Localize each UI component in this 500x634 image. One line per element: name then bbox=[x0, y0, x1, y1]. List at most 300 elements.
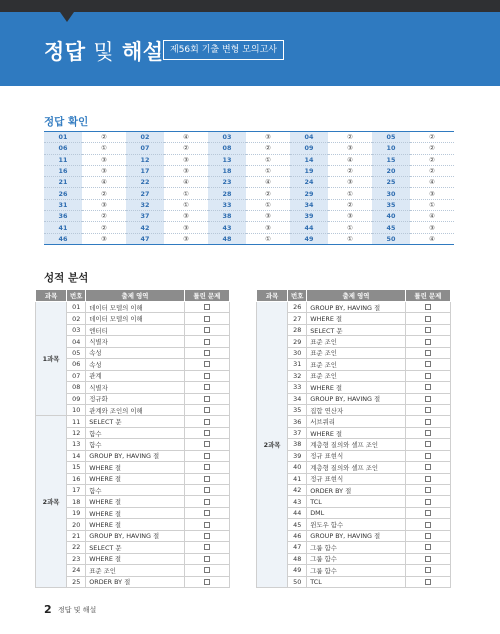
answer-choice: ④ bbox=[246, 177, 290, 188]
wrong-answer-cell bbox=[405, 473, 450, 484]
wrong-answer-checkbox[interactable] bbox=[425, 567, 431, 573]
question-number: 28 bbox=[288, 324, 307, 335]
question-number: 21 bbox=[67, 530, 86, 541]
wrong-answer-cell bbox=[184, 496, 229, 507]
tab-notch bbox=[0, 12, 500, 22]
title-rest: 해설 bbox=[122, 40, 164, 64]
topic-area: GROUP BY, HAVING 절 bbox=[307, 530, 406, 541]
wrong-answer-checkbox[interactable] bbox=[425, 510, 431, 516]
wrong-answer-checkbox[interactable] bbox=[425, 384, 431, 390]
analysis-section-title: 성적 분석 bbox=[44, 272, 89, 284]
question-number: 05 bbox=[372, 132, 410, 143]
question-number: 50 bbox=[372, 233, 410, 244]
answer-choice: ② bbox=[410, 143, 454, 154]
wrong-answer-checkbox[interactable] bbox=[204, 522, 210, 528]
answer-row bbox=[44, 143, 454, 154]
question-number: 39 bbox=[288, 450, 307, 461]
subject-cell: 2과목 bbox=[257, 302, 288, 588]
wrong-answer-cell bbox=[184, 313, 229, 324]
wrong-answer-cell bbox=[184, 302, 229, 313]
question-number: 36 bbox=[44, 211, 82, 222]
topic-area: 속성 bbox=[86, 359, 185, 370]
wrong-answer-cell bbox=[184, 427, 229, 438]
wrong-answer-cell bbox=[405, 313, 450, 324]
wrong-answer-checkbox[interactable] bbox=[425, 373, 431, 379]
question-number: 12 bbox=[126, 154, 164, 165]
question-number: 29 bbox=[290, 188, 328, 199]
question-number: 38 bbox=[288, 439, 307, 450]
question-number: 22 bbox=[67, 542, 86, 553]
question-number: 18 bbox=[208, 165, 246, 176]
topic-area: 관계 bbox=[86, 370, 185, 381]
question-number: 16 bbox=[67, 473, 86, 484]
topic-area: 계층형 질의와 셀프 조인 bbox=[307, 439, 406, 450]
topic-area: 관계와 조인의 이해 bbox=[86, 404, 185, 415]
topic-area: DML bbox=[307, 507, 406, 518]
wrong-answer-checkbox[interactable] bbox=[425, 522, 431, 528]
wrong-answer-checkbox[interactable] bbox=[425, 441, 431, 447]
wrong-answer-checkbox[interactable] bbox=[204, 567, 210, 573]
wrong-answer-checkbox[interactable] bbox=[204, 361, 210, 367]
wrong-answer-cell bbox=[184, 553, 229, 564]
topic-area: GROUP BY, HAVING 절 bbox=[86, 450, 185, 461]
wrong-answer-checkbox[interactable] bbox=[425, 487, 431, 493]
header-wrong: 틀린 문제 bbox=[405, 290, 450, 302]
topic-area: 엔터티 bbox=[86, 324, 185, 335]
answer-choice: ③ bbox=[82, 165, 126, 176]
question-number: 48 bbox=[288, 553, 307, 564]
question-number: 06 bbox=[67, 359, 86, 370]
top-bar bbox=[0, 0, 500, 12]
topic-area: 표준 조인 bbox=[307, 359, 406, 370]
wrong-answer-cell bbox=[184, 473, 229, 484]
wrong-answer-cell bbox=[405, 485, 450, 496]
question-number: 29 bbox=[288, 336, 307, 347]
question-number: 06 bbox=[44, 143, 82, 154]
answer-choice: ① bbox=[246, 154, 290, 165]
answer-row bbox=[44, 211, 454, 222]
question-number: 25 bbox=[67, 576, 86, 587]
wrong-answer-checkbox[interactable] bbox=[204, 544, 210, 550]
answer-choice: ① bbox=[328, 222, 372, 233]
question-number: 35 bbox=[372, 199, 410, 210]
wrong-answer-checkbox[interactable] bbox=[204, 499, 210, 505]
header-area: 출제 영역 bbox=[307, 290, 406, 302]
exam-subtitle: 제56회 기출 변형 모의고사 bbox=[163, 40, 284, 60]
wrong-answer-checkbox[interactable] bbox=[204, 350, 210, 356]
wrong-answer-cell bbox=[184, 336, 229, 347]
wrong-answer-checkbox[interactable] bbox=[425, 579, 431, 585]
question-number: 14 bbox=[290, 154, 328, 165]
question-number: 44 bbox=[290, 222, 328, 233]
answer-choice: ④ bbox=[328, 154, 372, 165]
answer-choice: ② bbox=[82, 211, 126, 222]
topic-area: WHERE 절 bbox=[307, 313, 406, 324]
wrong-answer-checkbox[interactable] bbox=[204, 384, 210, 390]
topic-area: 정규화 bbox=[86, 393, 185, 404]
topic-area: 표준 조인 bbox=[307, 370, 406, 381]
analysis-row bbox=[36, 416, 230, 427]
page-number: 2 bbox=[44, 603, 52, 616]
question-number: 15 bbox=[372, 154, 410, 165]
answer-choice: ② bbox=[410, 132, 454, 143]
wrong-answer-cell bbox=[405, 565, 450, 576]
topic-area: 그룹 함수 bbox=[307, 542, 406, 553]
question-number: 20 bbox=[67, 519, 86, 530]
question-number: 04 bbox=[67, 336, 86, 347]
wrong-answer-cell bbox=[184, 507, 229, 518]
answer-choice: ② bbox=[328, 132, 372, 143]
answer-choice: ② bbox=[164, 143, 208, 154]
wrong-answer-cell bbox=[405, 324, 450, 335]
wrong-answer-cell bbox=[184, 359, 229, 370]
question-number: 47 bbox=[126, 233, 164, 244]
analysis-row bbox=[36, 302, 230, 313]
answer-row bbox=[44, 222, 454, 233]
question-number: 09 bbox=[290, 143, 328, 154]
question-number: 15 bbox=[67, 462, 86, 473]
answer-row bbox=[44, 177, 454, 188]
wrong-answer-checkbox[interactable] bbox=[425, 316, 431, 322]
wrong-answer-cell bbox=[184, 404, 229, 415]
wrong-answer-cell bbox=[184, 370, 229, 381]
question-number: 09 bbox=[67, 393, 86, 404]
wrong-answer-cell bbox=[184, 519, 229, 530]
question-number: 02 bbox=[67, 313, 86, 324]
question-number: 46 bbox=[288, 530, 307, 541]
wrong-answer-checkbox[interactable] bbox=[425, 544, 431, 550]
question-number: 49 bbox=[288, 565, 307, 576]
answer-choice: ② bbox=[82, 222, 126, 233]
topic-area: 함수 bbox=[86, 439, 185, 450]
wrong-answer-cell bbox=[184, 382, 229, 393]
question-number: 04 bbox=[290, 132, 328, 143]
question-number: 34 bbox=[288, 393, 307, 404]
question-number: 02 bbox=[126, 132, 164, 143]
answer-choice: ② bbox=[328, 199, 372, 210]
wrong-answer-checkbox[interactable] bbox=[425, 464, 431, 470]
wrong-answer-checkbox[interactable] bbox=[204, 339, 210, 345]
topic-area: GROUP BY, HAVING 절 bbox=[86, 530, 185, 541]
wrong-answer-cell bbox=[405, 439, 450, 450]
topic-area: 식별자 bbox=[86, 382, 185, 393]
wrong-answer-cell bbox=[405, 542, 450, 553]
wrong-answer-cell bbox=[405, 416, 450, 427]
question-number: 47 bbox=[288, 542, 307, 553]
wrong-answer-cell bbox=[184, 462, 229, 473]
question-number: 34 bbox=[290, 199, 328, 210]
header-subject: 과목 bbox=[36, 290, 67, 302]
topic-area: 표준 조인 bbox=[307, 347, 406, 358]
wrong-answer-cell bbox=[184, 542, 229, 553]
wrong-answer-checkbox[interactable] bbox=[204, 579, 210, 585]
topic-area: ORDER BY 절 bbox=[86, 576, 185, 587]
question-number: 35 bbox=[288, 404, 307, 415]
question-number: 27 bbox=[126, 188, 164, 199]
topic-area: SELECT 문 bbox=[86, 416, 185, 427]
wrong-answer-checkbox[interactable] bbox=[425, 430, 431, 436]
question-number: 21 bbox=[44, 177, 82, 188]
topic-area: 정규 표현식 bbox=[307, 450, 406, 461]
topic-area: WHERE 절 bbox=[86, 462, 185, 473]
answer-choice: ③ bbox=[410, 222, 454, 233]
wrong-answer-cell bbox=[405, 450, 450, 461]
answer-choice: ① bbox=[246, 233, 290, 244]
wrong-answer-checkbox[interactable] bbox=[425, 396, 431, 402]
wrong-answer-checkbox[interactable] bbox=[204, 373, 210, 379]
answer-choice: ③ bbox=[164, 211, 208, 222]
topic-area: 그룹 함수 bbox=[307, 553, 406, 564]
topic-area: 함수 bbox=[86, 485, 185, 496]
answer-choice: ③ bbox=[328, 211, 372, 222]
topic-area: 데이터 모델의 이해 bbox=[86, 313, 185, 324]
question-number: 14 bbox=[67, 450, 86, 461]
subject-cell: 1과목 bbox=[36, 302, 67, 416]
question-number: 08 bbox=[67, 382, 86, 393]
question-number: 22 bbox=[126, 177, 164, 188]
wrong-answer-cell bbox=[184, 347, 229, 358]
answer-choice: ① bbox=[246, 199, 290, 210]
question-number: 19 bbox=[290, 165, 328, 176]
wrong-answer-cell bbox=[405, 553, 450, 564]
question-number: 40 bbox=[372, 211, 410, 222]
wrong-answer-cell bbox=[405, 302, 450, 313]
question-number: 17 bbox=[67, 485, 86, 496]
wrong-answer-checkbox[interactable] bbox=[425, 476, 431, 482]
answer-choice: ③ bbox=[164, 165, 208, 176]
topic-area: 그룹 함수 bbox=[307, 565, 406, 576]
question-number: 44 bbox=[288, 507, 307, 518]
question-number: 13 bbox=[208, 154, 246, 165]
title-and: 및 bbox=[93, 40, 115, 64]
topic-area: 속성 bbox=[86, 347, 185, 358]
wrong-answer-checkbox[interactable] bbox=[204, 453, 210, 459]
question-number: 32 bbox=[126, 199, 164, 210]
wrong-answer-checkbox[interactable] bbox=[425, 533, 431, 539]
question-number: 32 bbox=[288, 370, 307, 381]
question-number: 26 bbox=[288, 302, 307, 313]
answer-choice: ② bbox=[246, 188, 290, 199]
wrong-answer-cell bbox=[405, 519, 450, 530]
question-number: 38 bbox=[208, 211, 246, 222]
wrong-answer-checkbox[interactable] bbox=[204, 476, 210, 482]
answer-choice: ③ bbox=[82, 233, 126, 244]
wrong-answer-checkbox[interactable] bbox=[204, 441, 210, 447]
wrong-answer-checkbox[interactable] bbox=[204, 407, 210, 413]
wrong-answer-checkbox[interactable] bbox=[204, 396, 210, 402]
question-number: 37 bbox=[126, 211, 164, 222]
question-number: 30 bbox=[372, 188, 410, 199]
wrong-answer-cell bbox=[405, 507, 450, 518]
question-number: 05 bbox=[67, 347, 86, 358]
question-number: 28 bbox=[208, 188, 246, 199]
footer-text: 정답 및 해설 bbox=[58, 606, 97, 614]
wrong-answer-cell bbox=[405, 462, 450, 473]
topic-area: 표준 조인 bbox=[86, 565, 185, 576]
question-number: 13 bbox=[67, 439, 86, 450]
wrong-answer-cell bbox=[405, 404, 450, 415]
topic-area: 식별자 bbox=[86, 336, 185, 347]
answer-section-title: 정답 확인 bbox=[44, 116, 89, 128]
wrong-answer-checkbox[interactable] bbox=[204, 487, 210, 493]
answer-choice: ② bbox=[410, 154, 454, 165]
question-number: 01 bbox=[44, 132, 82, 143]
header-wrong: 틀린 문제 bbox=[184, 290, 229, 302]
wrong-answer-checkbox[interactable] bbox=[204, 327, 210, 333]
wrong-answer-cell bbox=[405, 530, 450, 541]
question-number: 23 bbox=[208, 177, 246, 188]
answer-choice: ④ bbox=[82, 177, 126, 188]
analysis-row bbox=[257, 302, 451, 313]
question-number: 42 bbox=[126, 222, 164, 233]
wrong-answer-cell bbox=[184, 393, 229, 404]
topic-area: 데이터 모델의 이해 bbox=[86, 302, 185, 313]
header-area: 출제 영역 bbox=[86, 290, 185, 302]
wrong-answer-checkbox[interactable] bbox=[425, 327, 431, 333]
topic-area: 계층형 질의와 셀프 조인 bbox=[307, 462, 406, 473]
question-number: 07 bbox=[67, 370, 86, 381]
topic-area: 정규 표현식 bbox=[307, 473, 406, 484]
wrong-answer-checkbox[interactable] bbox=[204, 533, 210, 539]
question-number: 11 bbox=[44, 154, 82, 165]
wrong-answer-cell bbox=[405, 496, 450, 507]
topic-area: WHERE 절 bbox=[86, 553, 185, 564]
question-number: 23 bbox=[67, 553, 86, 564]
header-banner bbox=[0, 12, 500, 86]
wrong-answer-checkbox[interactable] bbox=[425, 499, 431, 505]
answer-row bbox=[44, 188, 454, 199]
answer-choice: ② bbox=[246, 143, 290, 154]
question-number: 31 bbox=[44, 199, 82, 210]
answer-choice: ① bbox=[410, 199, 454, 210]
wrong-answer-checkbox[interactable] bbox=[204, 316, 210, 322]
question-number: 27 bbox=[288, 313, 307, 324]
question-number: 01 bbox=[67, 302, 86, 313]
question-number: 41 bbox=[288, 473, 307, 484]
wrong-answer-cell bbox=[405, 382, 450, 393]
question-number: 43 bbox=[288, 496, 307, 507]
question-number: 17 bbox=[126, 165, 164, 176]
question-number: 31 bbox=[288, 359, 307, 370]
topic-area: WHERE 절 bbox=[307, 382, 406, 393]
answer-choice: ① bbox=[164, 199, 208, 210]
topic-area: SELECT 문 bbox=[307, 324, 406, 335]
wrong-answer-cell bbox=[184, 416, 229, 427]
wrong-answer-checkbox[interactable] bbox=[204, 304, 210, 310]
topic-area: 함수 bbox=[86, 427, 185, 438]
question-number: 03 bbox=[208, 132, 246, 143]
answer-choice: ① bbox=[82, 143, 126, 154]
answer-choice: ④ bbox=[410, 233, 454, 244]
answer-choice: ③ bbox=[164, 154, 208, 165]
answer-choice: ③ bbox=[246, 222, 290, 233]
question-number: 16 bbox=[44, 165, 82, 176]
answer-choice: ③ bbox=[328, 143, 372, 154]
wrong-answer-cell bbox=[184, 485, 229, 496]
wrong-answer-checkbox[interactable] bbox=[204, 510, 210, 516]
answer-choice: ① bbox=[328, 233, 372, 244]
question-number: 03 bbox=[67, 324, 86, 335]
question-number: 33 bbox=[208, 199, 246, 210]
answer-choice: ① bbox=[328, 188, 372, 199]
wrong-answer-cell bbox=[405, 347, 450, 358]
question-number: 19 bbox=[67, 507, 86, 518]
question-number: 33 bbox=[288, 382, 307, 393]
answer-choice: ② bbox=[82, 132, 126, 143]
page-title bbox=[44, 36, 164, 66]
answer-row bbox=[44, 199, 454, 210]
answer-row bbox=[44, 132, 454, 143]
question-number: 25 bbox=[372, 177, 410, 188]
topic-area: 집합 연산자 bbox=[307, 404, 406, 415]
answer-choice: ② bbox=[82, 188, 126, 199]
answer-choice: ① bbox=[246, 165, 290, 176]
wrong-answer-checkbox[interactable] bbox=[425, 339, 431, 345]
answer-choice: ③ bbox=[82, 154, 126, 165]
topic-area: ORDER BY 절 bbox=[307, 485, 406, 496]
wrong-answer-checkbox[interactable] bbox=[425, 419, 431, 425]
wrong-answer-cell bbox=[184, 324, 229, 335]
subject-cell: 2과목 bbox=[36, 416, 67, 588]
wrong-answer-checkbox[interactable] bbox=[425, 361, 431, 367]
question-number: 24 bbox=[67, 565, 86, 576]
question-number: 42 bbox=[288, 485, 307, 496]
answer-row bbox=[44, 165, 454, 176]
wrong-answer-cell bbox=[405, 393, 450, 404]
answer-choice: ② bbox=[328, 165, 372, 176]
wrong-answer-checkbox[interactable] bbox=[425, 407, 431, 413]
topic-area: TCL bbox=[307, 576, 406, 587]
question-number: 11 bbox=[67, 416, 86, 427]
wrong-answer-checkbox[interactable] bbox=[425, 453, 431, 459]
answer-choice: ④ bbox=[164, 132, 208, 143]
topic-area: WHERE 절 bbox=[86, 496, 185, 507]
wrong-answer-cell bbox=[405, 427, 450, 438]
title-main: 정답 bbox=[44, 40, 86, 64]
question-number: 36 bbox=[288, 416, 307, 427]
topic-area: TCL bbox=[307, 496, 406, 507]
answer-choice: ④ bbox=[164, 177, 208, 188]
topic-area: GROUP BY, HAVING 절 bbox=[307, 302, 406, 313]
wrong-answer-checkbox[interactable] bbox=[425, 304, 431, 310]
wrong-answer-checkbox[interactable] bbox=[204, 419, 210, 425]
question-number: 10 bbox=[372, 143, 410, 154]
answer-choice: ③ bbox=[328, 177, 372, 188]
wrong-answer-cell bbox=[405, 370, 450, 381]
wrong-answer-checkbox[interactable] bbox=[425, 350, 431, 356]
answer-choice: ② bbox=[410, 165, 454, 176]
wrong-answer-cell bbox=[405, 576, 450, 587]
header-number: 번호 bbox=[288, 290, 307, 302]
wrong-answer-checkbox[interactable] bbox=[204, 464, 210, 470]
question-number: 43 bbox=[208, 222, 246, 233]
answer-choice: ③ bbox=[82, 199, 126, 210]
answer-choice: ③ bbox=[246, 211, 290, 222]
answer-choice: ③ bbox=[410, 188, 454, 199]
question-number: 08 bbox=[208, 143, 246, 154]
topic-area: GROUP BY, HAVING 절 bbox=[307, 393, 406, 404]
question-number: 37 bbox=[288, 427, 307, 438]
question-number: 30 bbox=[288, 347, 307, 358]
answer-table bbox=[44, 131, 454, 245]
answer-choice: ③ bbox=[164, 222, 208, 233]
wrong-answer-checkbox[interactable] bbox=[204, 556, 210, 562]
wrong-answer-checkbox[interactable] bbox=[204, 430, 210, 436]
topic-area: 윈도우 함수 bbox=[307, 519, 406, 530]
question-number: 20 bbox=[372, 165, 410, 176]
question-number: 26 bbox=[44, 188, 82, 199]
wrong-answer-checkbox[interactable] bbox=[425, 556, 431, 562]
